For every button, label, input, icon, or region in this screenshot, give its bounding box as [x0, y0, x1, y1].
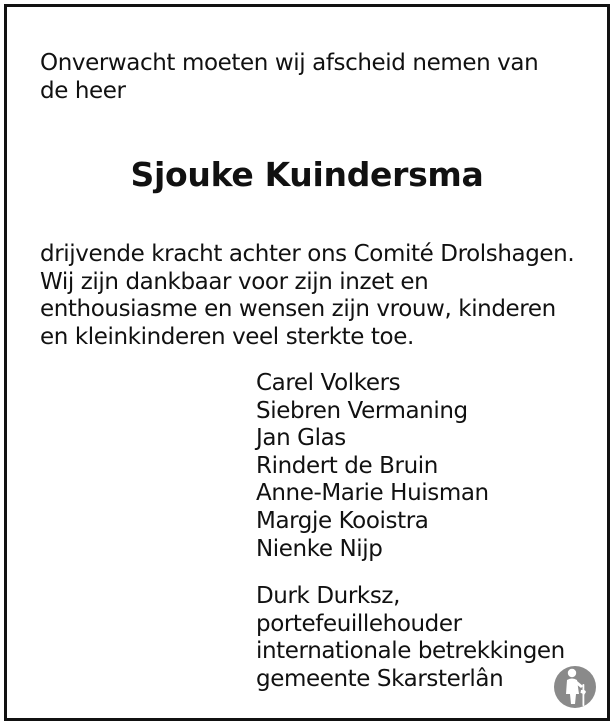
signatory-line: gemeente Skarsterlân — [256, 665, 504, 692]
signatory-line: Durk Durksz, — [256, 583, 401, 609]
committee-member: Anne-Marie Huisman — [256, 480, 489, 507]
message-line: Wij zijn dankbaar voor zijn inzet en — [40, 268, 429, 295]
intro-line: de heer — [40, 77, 126, 104]
committee-member: Nienke Nijp — [256, 535, 383, 562]
signatory-line: portefeuillehouder — [256, 610, 462, 637]
deceased-name: Sjouke Kuindersma — [130, 155, 484, 194]
message-text — [40, 241, 574, 351]
announcement-frame — [4, 4, 610, 721]
mourning-figure-icon — [553, 664, 597, 710]
message-line: drijvende kracht achter ons Comité Drolshagen. — [40, 241, 575, 267]
committee-member: Carel Volkers — [256, 370, 401, 396]
committee-member: Margje Kooistra — [256, 507, 429, 534]
committee-member: Siebren Vermaning — [256, 397, 468, 424]
committee-members-list — [256, 370, 489, 563]
message-line: en kleinkinderen veel sterkte toe. — [40, 323, 414, 350]
committee-member: Jan Glas — [256, 425, 346, 452]
signatory-line: internationale betrekkingen — [256, 638, 565, 664]
message-line: enthousiasme en wensen zijn vrouw, kinderen — [40, 296, 556, 322]
intro-text — [40, 50, 538, 105]
signatory-block — [256, 583, 565, 693]
committee-member: Rindert de Bruin — [256, 452, 438, 479]
intro-line: Onverwacht moeten wij afscheid nemen van — [40, 50, 539, 76]
